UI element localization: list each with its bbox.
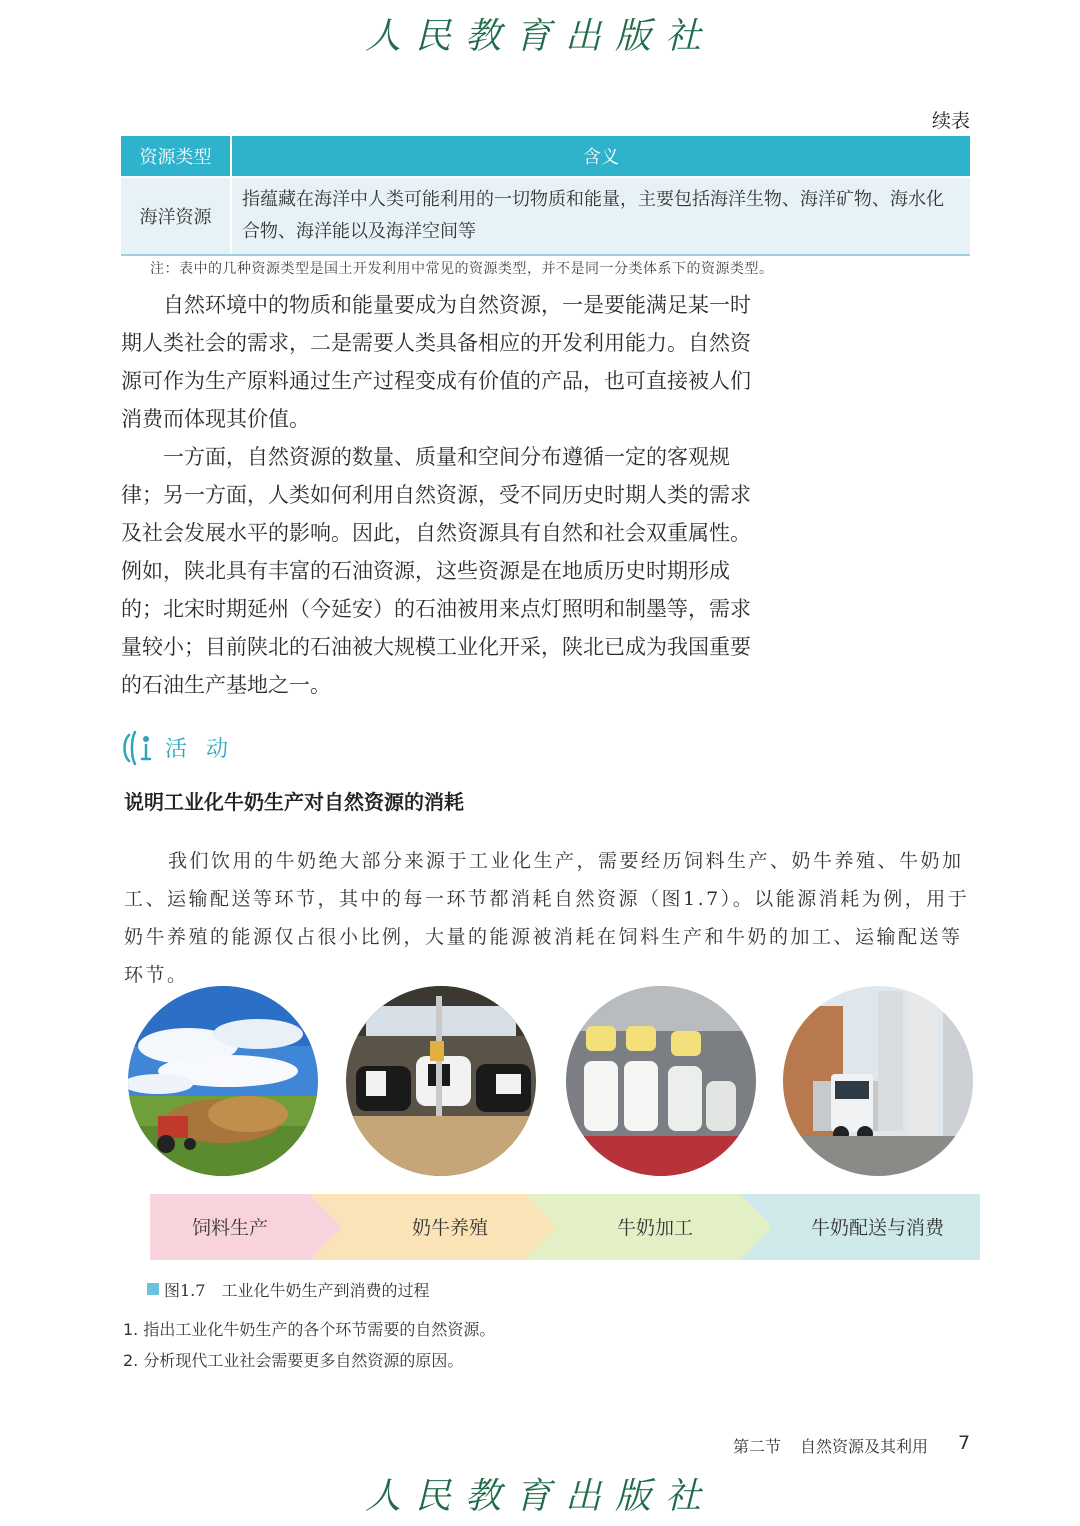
activity-heading: 说明工业化牛奶生产对自然资源的消耗	[124, 790, 464, 814]
publisher-watermark-top: 人民教育出版社	[364, 16, 715, 57]
table-header-type: 资源类型	[121, 136, 231, 177]
flow-step-delivery-consumption: 牛奶配送与消费	[810, 1217, 944, 1239]
table-header-row	[121, 136, 970, 177]
activity-question-2: 2. 分析现代工业社会需要更多自然资源的原因。	[123, 1351, 464, 1370]
dairy-farming-photo	[346, 986, 536, 1176]
table-cell-type: 海洋资源	[121, 177, 231, 255]
flow-step-feed-production: 饲料生产	[191, 1217, 268, 1239]
activity-icon	[121, 729, 157, 767]
footer-section-number: 第二节	[733, 1437, 782, 1456]
milk-delivery-photo	[783, 986, 973, 1176]
table-cell-meaning: 指蕴藏在海洋中人类可能利用的一切物质和能量，主要包括海洋生物、海洋矿物、海水化合物、海洋能以及海洋空间等	[231, 177, 970, 255]
table-note: 注：表中的几种资源类型是国土开发利用中常见的资源类型，并不是同一分类体系下的资源类型。	[150, 261, 774, 277]
flow-step-milk-processing: 牛奶加工	[616, 1217, 693, 1239]
table-header-meaning: 含义	[231, 136, 970, 177]
publisher-watermark-bottom: 人民教育出版社	[364, 1476, 715, 1517]
resource-table	[121, 136, 970, 256]
body-paragraph-1: 自然环境中的物质和能量要成为自然资源，一是要能满足某一时期人类社会的需求，二是需要人类具备相应的开发利用能力。自然资源可作为生产原料通过生产过程变成有价值的产品，也可直接被人们消费而体现其价值。	[121, 293, 751, 431]
page-number: 7	[958, 1432, 971, 1454]
figure-caption: 图1.7 工业化牛奶生产到消费的过程	[164, 1281, 430, 1300]
activity-title: 活 动	[165, 737, 234, 762]
body-paragraph-2: 一方面，自然资源的数量、质量和空间分布遵循一定的客观规律；另一方面，人类如何利用自然资源，受不同历史时期人类的需求及社会发展水平的影响。因此，自然资源具有自然和社会双重属性。例如，陕北具有丰富的石油资源，这些资源是在地质历史时期形成的；北宋时期延州（今延安）的石油被用来点灯照明和制墨等，需求量较小；目前陕北的石油被大规模工业化开采，陕北已成为我国重要的石油生产基地之一。	[121, 445, 751, 697]
flow-step-dairy-farming: 奶牛养殖	[411, 1217, 488, 1239]
feed-production-photo	[128, 986, 318, 1176]
activity-question-1: 1. 指出工业化牛奶生产的各个环节需要的自然资源。	[123, 1320, 496, 1339]
figure-caption-marker	[147, 1283, 159, 1295]
footer-section-title: 自然资源及其利用	[800, 1437, 929, 1456]
table-row	[121, 177, 970, 255]
activity-text: 我们饮用的牛奶绝大部分来源于工业化生产，需要经历饲料生产、奶牛养殖、牛奶加工、运输配送等环节，其中的每一环节都消耗自然资源（图1.7）。以能源消耗为例，用于奶牛养殖的能源仅占很小比例，大量的能源被消耗在饲料生产和牛奶的加工、运输配送等环节。	[124, 850, 970, 986]
continued-label: 续表	[931, 110, 970, 132]
milk-processing-photo	[566, 986, 756, 1176]
